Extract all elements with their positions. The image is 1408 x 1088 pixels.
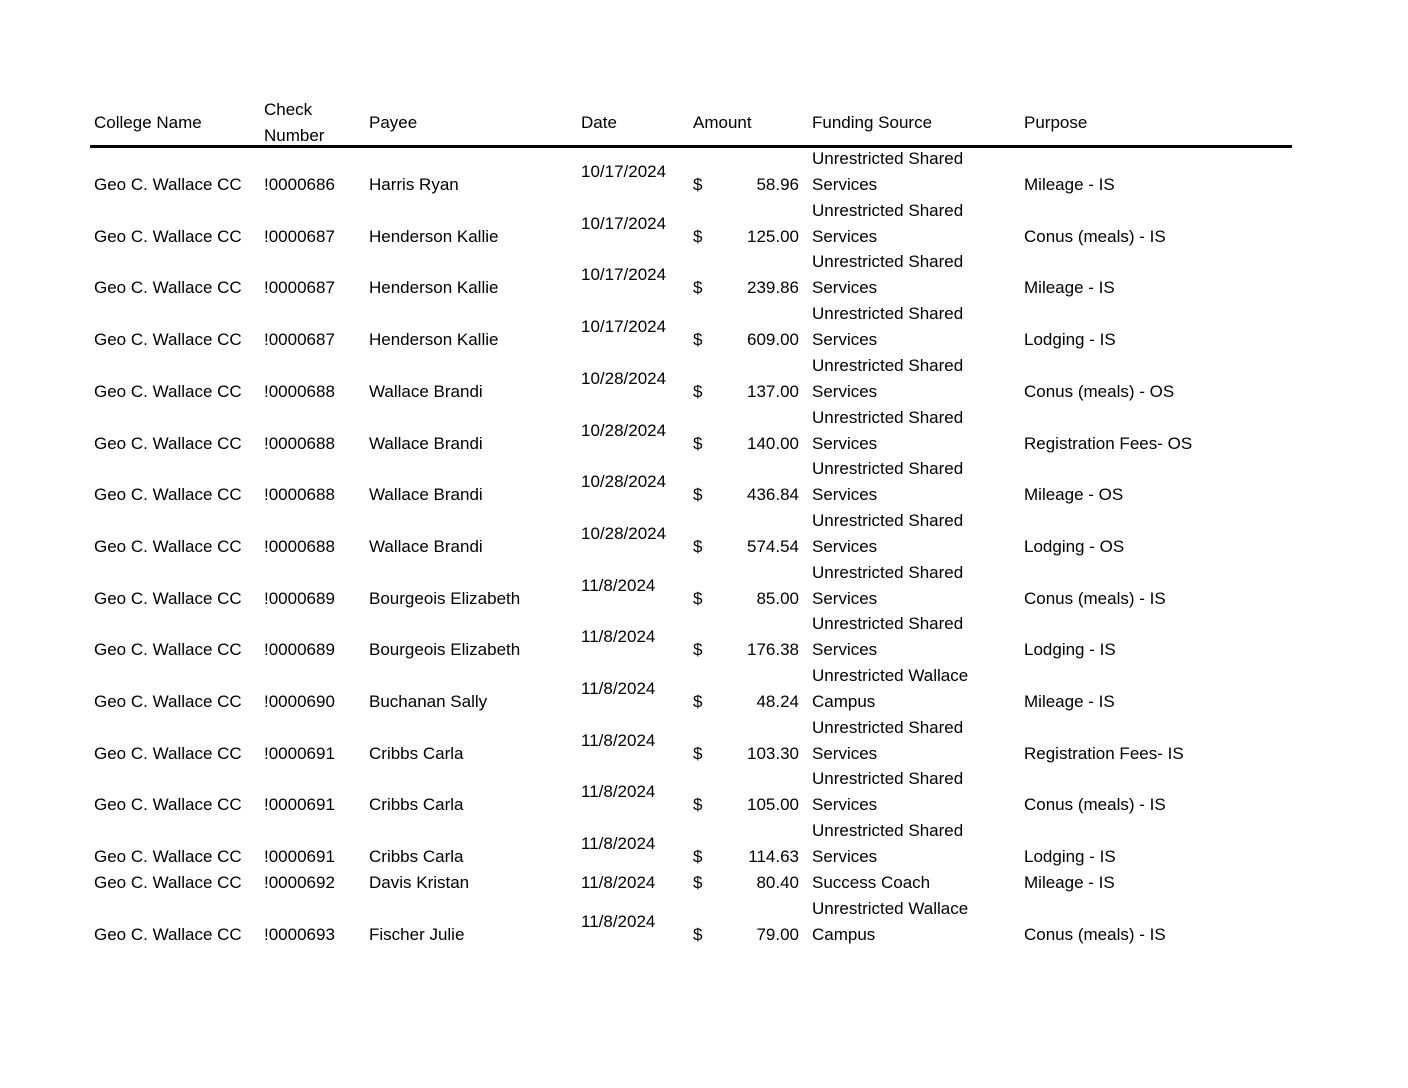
funding-source-line2: Services <box>812 226 878 246</box>
date-cell: 11/8/2024 <box>581 782 656 802</box>
funding-source-line1: Unrestricted Shared <box>812 510 964 530</box>
currency-symbol: $ <box>693 924 703 944</box>
college-name-cell: Geo C. Wallace CC <box>94 433 242 453</box>
funding-source-line1: Unrestricted Shared <box>812 149 964 168</box>
purpose-cell: Mileage - IS <box>1024 278 1115 298</box>
purpose-cell: Lodging - IS <box>1024 330 1116 350</box>
funding-source-line1: Unrestricted Shared <box>812 717 964 737</box>
currency-symbol: $ <box>693 743 703 763</box>
amount-cell: 239.86 <box>747 278 799 298</box>
purpose-cell: Conus (meals) - IS <box>1024 795 1166 815</box>
funding-source-line2: Campus <box>812 692 876 711</box>
check-number-cell: !0000691 <box>264 743 335 763</box>
currency-symbol: $ <box>693 536 703 556</box>
funding-source-line1: Unrestricted Wallace <box>812 666 969 685</box>
amount-cell: 48.24 <box>756 692 799 711</box>
currency-symbol: $ <box>693 795 703 815</box>
currency-symbol: $ <box>693 381 703 401</box>
currency-symbol: $ <box>693 873 703 893</box>
check-number-cell: !0000692 <box>264 873 335 893</box>
check-number-cell: !0000689 <box>264 588 335 608</box>
header-payee: Payee <box>369 113 418 132</box>
payee-cell: Wallace Brandi <box>369 433 483 453</box>
amount-cell: 105.00 <box>747 795 799 815</box>
college-name-cell: Geo C. Wallace CC <box>94 330 242 350</box>
purpose-cell: Mileage - OS <box>1024 485 1124 505</box>
date-cell: 10/28/2024 <box>581 523 667 543</box>
payee-cell: Cribbs Carla <box>369 847 464 867</box>
funding-source-line2: Services <box>812 485 878 505</box>
header-date: Date <box>581 113 617 132</box>
funding-source-line1: Unrestricted Shared <box>812 304 964 324</box>
funding-source-line2: Services <box>812 847 878 867</box>
payee-cell: Bourgeois Elizabeth <box>369 640 521 660</box>
date-cell: 11/8/2024 <box>581 575 656 595</box>
college-name-cell: Geo C. Wallace CC <box>94 692 242 711</box>
funding-source-line1: Unrestricted Shared <box>812 252 964 272</box>
college-name-cell: Geo C. Wallace CC <box>94 226 242 246</box>
college-name-cell: Geo C. Wallace CC <box>94 536 242 556</box>
currency-symbol: $ <box>693 485 703 505</box>
currency-symbol: $ <box>693 640 703 660</box>
funding-source-line2: Services <box>812 330 878 350</box>
header-divider <box>90 145 1292 148</box>
header-amount: Amount <box>693 113 752 132</box>
check-number-cell: !0000688 <box>264 536 335 556</box>
check-number-cell: !0000687 <box>264 278 335 298</box>
college-name-cell: Geo C. Wallace CC <box>94 795 242 815</box>
currency-symbol: $ <box>693 226 703 246</box>
funding-source-line2: Services <box>812 743 878 763</box>
funding-source-line2: Services <box>812 536 878 556</box>
funding-source-line1: Unrestricted Shared <box>812 614 964 634</box>
purpose-cell: Lodging - IS <box>1024 847 1116 867</box>
funding-source-line1: Unrestricted Shared <box>812 407 964 427</box>
college-name-cell: Geo C. Wallace CC <box>94 381 242 401</box>
purpose-cell: Conus (meals) - OS <box>1024 381 1175 401</box>
college-name-cell: Geo C. Wallace CC <box>94 924 242 944</box>
amount-cell: 125.00 <box>747 226 799 246</box>
date-cell: 10/17/2024 <box>581 317 667 337</box>
purpose-cell: Mileage - IS <box>1024 692 1115 711</box>
header-funding-source: Funding Source <box>812 113 933 132</box>
funding-source-line2: Services <box>812 588 878 608</box>
header-check-number-line1: Check <box>264 100 313 119</box>
funding-source-line2: Services <box>812 640 878 660</box>
header-purpose: Purpose <box>1024 113 1088 132</box>
currency-symbol: $ <box>693 847 703 867</box>
funding-source-line2: Services <box>812 433 878 453</box>
amount-cell: 79.00 <box>756 924 799 944</box>
amount-cell: 80.40 <box>756 873 799 893</box>
college-name-cell: Geo C. Wallace CC <box>94 485 242 505</box>
date-cell: 11/8/2024 <box>581 679 656 698</box>
header-college-name: College Name <box>94 113 202 132</box>
date-cell: 11/8/2024 <box>581 627 656 647</box>
amount-cell: 176.38 <box>747 640 799 660</box>
funding-source-line2: Services <box>812 795 878 815</box>
check-number-cell: !0000686 <box>264 175 335 194</box>
date-cell: 10/17/2024 <box>581 213 667 233</box>
date-cell: 11/8/2024 <box>581 730 656 750</box>
college-name-cell: Geo C. Wallace CC <box>94 873 242 893</box>
date-cell: 10/17/2024 <box>581 265 667 285</box>
currency-symbol: $ <box>693 330 703 350</box>
header-check-number-line2: Number <box>264 126 325 145</box>
amount-cell: 58.96 <box>756 175 799 194</box>
currency-symbol: $ <box>693 278 703 298</box>
college-name-cell: Geo C. Wallace CC <box>94 847 242 867</box>
check-number-cell: !0000689 <box>264 640 335 660</box>
amount-cell: 609.00 <box>747 330 799 350</box>
check-number-cell: !0000688 <box>264 485 335 505</box>
check-number-cell: !0000693 <box>264 924 335 944</box>
funding-source-line1: Unrestricted Shared <box>812 562 964 582</box>
check-number-cell: !0000691 <box>264 847 335 867</box>
college-name-cell: Geo C. Wallace CC <box>94 640 242 660</box>
check-number-cell: !0000688 <box>264 433 335 453</box>
date-cell: 10/28/2024 <box>581 368 667 388</box>
amount-cell: 574.54 <box>747 536 799 556</box>
funding-source-line1: Unrestricted Shared <box>812 821 964 841</box>
funding-source-line2: Services <box>812 381 878 401</box>
date-cell: 11/8/2024 <box>581 873 656 893</box>
date-cell: 11/8/2024 <box>581 834 656 854</box>
college-name-cell: Geo C. Wallace CC <box>94 743 242 763</box>
funding-source-cell: Success Coach <box>812 873 931 893</box>
payee-cell: Henderson Kallie <box>369 226 499 246</box>
currency-symbol: $ <box>693 175 703 194</box>
payee-cell: Bourgeois Elizabeth <box>369 588 521 608</box>
college-name-cell: Geo C. Wallace CC <box>94 175 242 194</box>
purpose-cell: Lodging - OS <box>1024 536 1125 556</box>
payee-cell: Wallace Brandi <box>369 381 483 401</box>
funding-source-line1: Unrestricted Shared <box>812 200 964 220</box>
check-number-cell: !0000687 <box>264 330 335 350</box>
payee-cell: Davis Kristan <box>369 873 470 893</box>
funding-source-line1: Unrestricted Shared <box>812 459 964 479</box>
college-name-cell: Geo C. Wallace CC <box>94 588 242 608</box>
purpose-cell: Mileage - IS <box>1024 873 1115 893</box>
check-number-cell: !0000691 <box>264 795 335 815</box>
payee-cell: Wallace Brandi <box>369 536 483 556</box>
payee-cell: Cribbs Carla <box>369 795 464 815</box>
date-cell: 10/28/2024 <box>581 472 667 492</box>
purpose-cell: Conus (meals) - IS <box>1024 588 1166 608</box>
funding-source-line2: Campus <box>812 924 876 944</box>
purpose-cell: Lodging - IS <box>1024 640 1116 660</box>
payee-cell: Wallace Brandi <box>369 485 483 505</box>
college-name-cell: Geo C. Wallace CC <box>94 278 242 298</box>
date-cell: 10/28/2024 <box>581 420 667 440</box>
funding-source-line1: Unrestricted Shared <box>812 769 964 789</box>
purpose-cell: Registration Fees- IS <box>1024 743 1184 763</box>
payee-cell: Cribbs Carla <box>369 743 464 763</box>
check-number-cell: !0000687 <box>264 226 335 246</box>
amount-cell: 103.30 <box>747 743 799 763</box>
currency-symbol: $ <box>693 692 703 711</box>
amount-cell: 436.84 <box>747 485 799 505</box>
payee-cell: Fischer Julie <box>369 924 465 944</box>
purpose-cell: Conus (meals) - IS <box>1024 226 1166 246</box>
amount-cell: 85.00 <box>756 588 799 608</box>
currency-symbol: $ <box>693 433 703 453</box>
payee-cell: Henderson Kallie <box>369 330 499 350</box>
payee-cell: Buchanan Sally <box>369 692 488 711</box>
amount-cell: 140.00 <box>747 433 799 453</box>
payee-cell: Henderson Kallie <box>369 278 499 298</box>
date-cell: 11/8/2024 <box>581 911 656 931</box>
funding-source-line1: Unrestricted Shared <box>812 355 964 375</box>
purpose-cell: Registration Fees- OS <box>1024 433 1193 453</box>
payee-cell: Harris Ryan <box>369 175 459 194</box>
purpose-cell: Mileage - IS <box>1024 175 1115 194</box>
currency-symbol: $ <box>693 588 703 608</box>
amount-cell: 137.00 <box>747 381 799 401</box>
check-number-cell: !0000688 <box>264 381 335 401</box>
check-number-cell: !0000690 <box>264 692 335 711</box>
amount-cell: 114.63 <box>748 847 799 867</box>
date-cell: 10/17/2024 <box>581 162 667 181</box>
funding-source-line1: Unrestricted Wallace <box>812 898 969 918</box>
purpose-cell: Conus (meals) - IS <box>1024 924 1166 944</box>
funding-source-line2: Services <box>812 175 878 194</box>
funding-source-line2: Services <box>812 278 878 298</box>
